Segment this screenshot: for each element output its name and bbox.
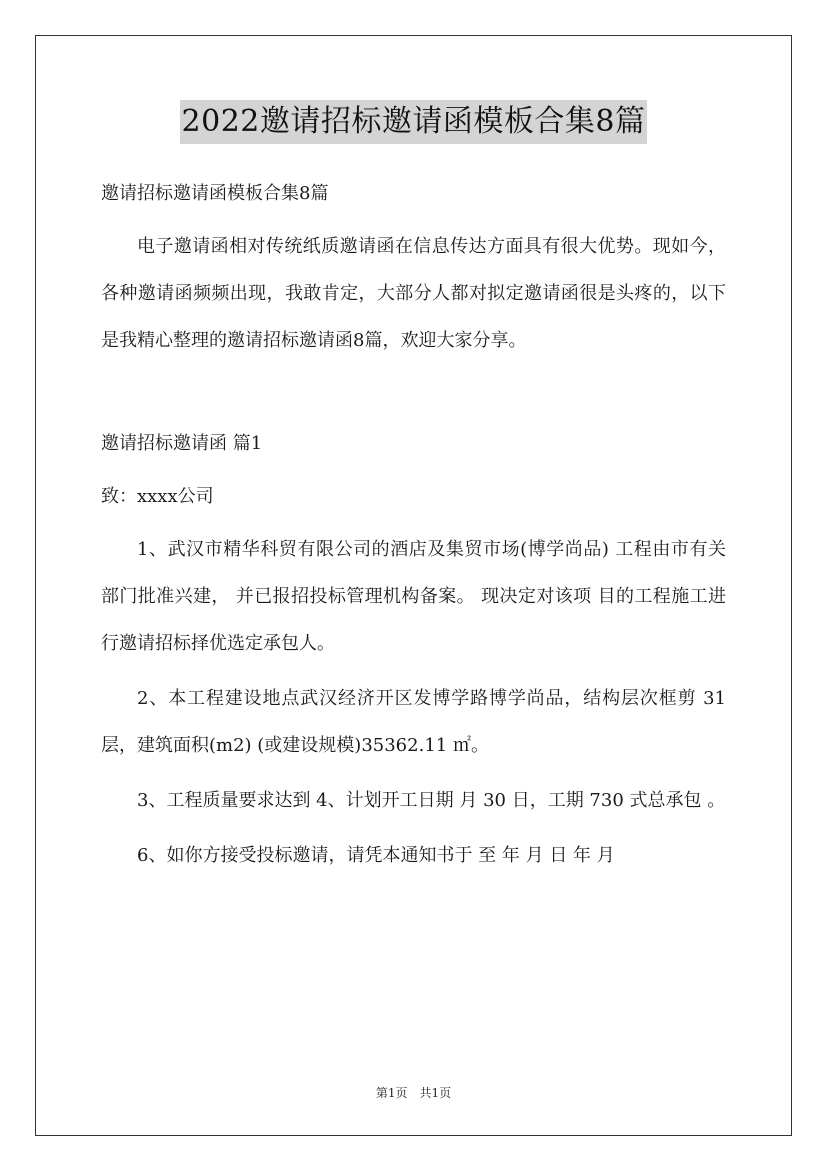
section-heading: 邀请招标邀请函 篇1 <box>101 433 263 454</box>
item-paragraph-2: 2、本工程建设地点武汉经济开区发博学路博学尚品，结构层次框剪 31 层，建筑面积(m2) (或建设规模)35362.11 ㎡。 <box>101 688 726 756</box>
intro-paragraph: 电子邀请函相对传统纸质邀请函在信息传达方面具有很大优势。现如今，各种邀请函频频出现，我敢肯定，大部分人都对拟定邀请函很是头疼的，以下是我精心整理的邀请招标邀请函8篇，欢迎大家分享。 <box>101 236 726 351</box>
document-title: 2022邀请招标邀请函模板合集8篇 <box>180 100 648 144</box>
page-number: 第1页 <box>375 1086 408 1100</box>
document-body <box>101 170 726 879</box>
page-footer <box>0 1084 827 1101</box>
item-paragraph-3: 3、工程质量要求达到 4、计划开工日期 月 30 日，工期 730 式总承包 。 <box>137 790 726 811</box>
document-subtitle: 邀请招标邀请函模板合集8篇 <box>101 183 329 204</box>
title-container <box>0 100 827 144</box>
item-paragraph-1: 1、武汉市精华科贸有限公司的酒店及集贸市场(博学尚品) 工程由市有关部门批准兴建， 并已报招投标管理机构备案。 现决定对该项 目的工程施工进行邀请招标择优选定承包人。 <box>101 539 726 654</box>
salutation: 致：xxxx公司 <box>101 486 214 507</box>
item-paragraph-4: 6、如你方接受投标邀请，请凭本通知书于 至 年 月 日 年 月 <box>137 845 615 866</box>
page-total: 共1页 <box>419 1086 452 1100</box>
